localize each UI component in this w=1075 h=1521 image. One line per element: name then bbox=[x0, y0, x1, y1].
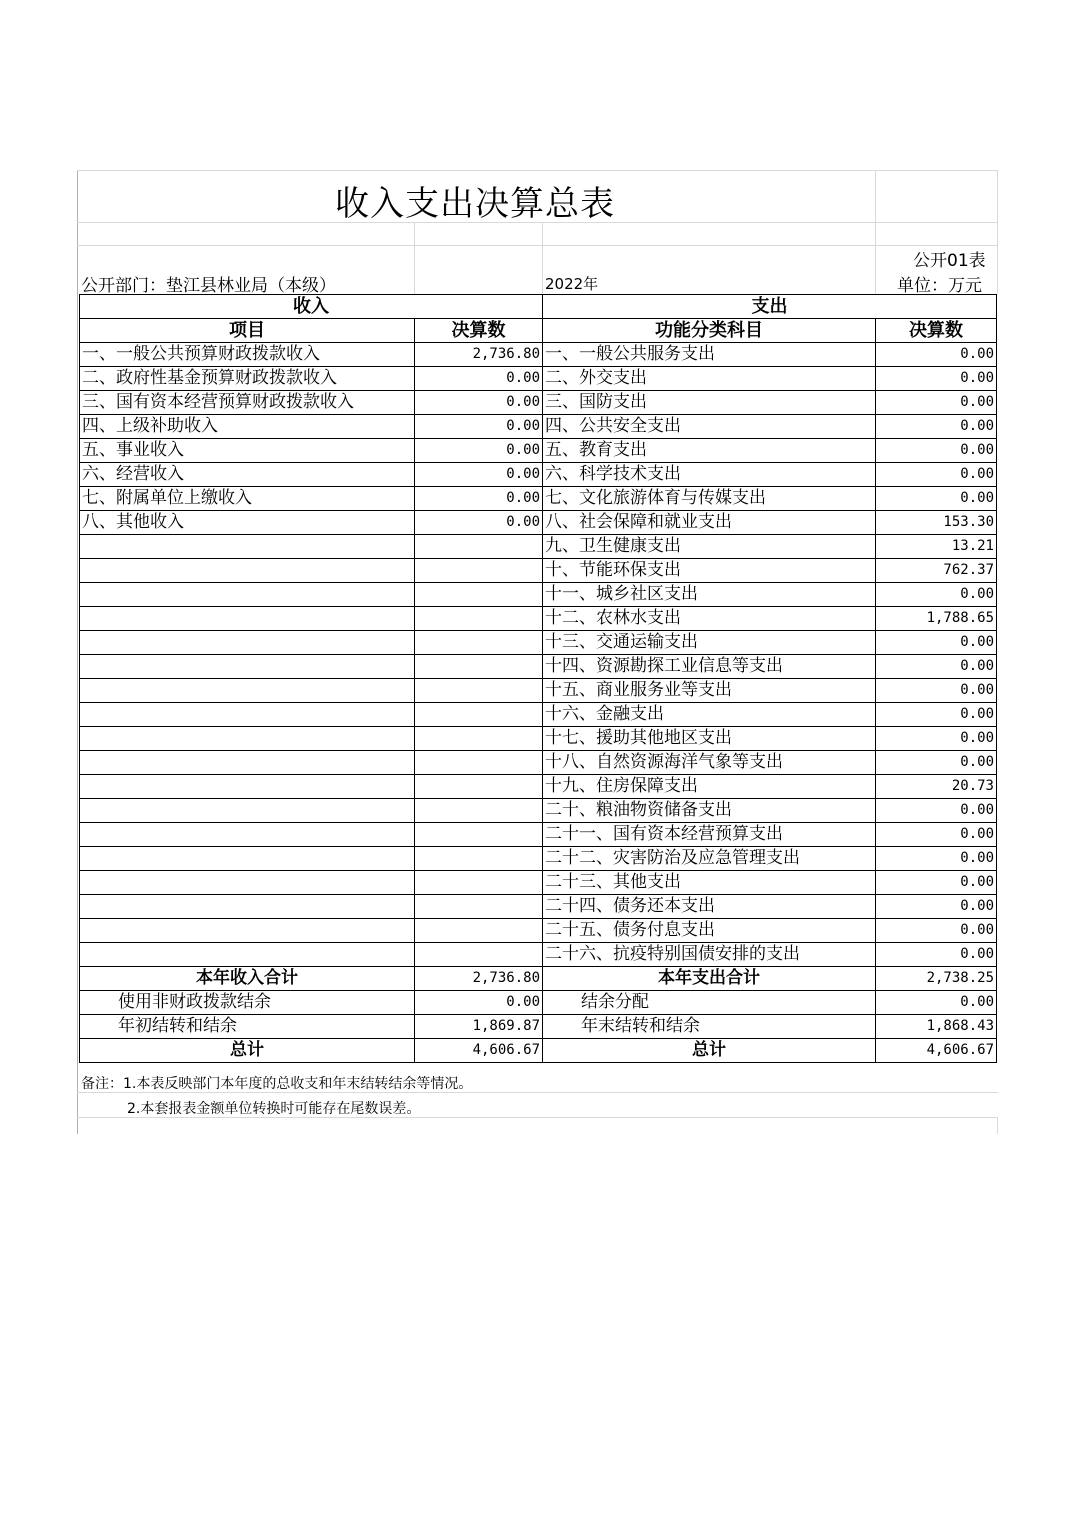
grand-total-value-left: 4,606.67 bbox=[415, 1039, 543, 1063]
budget-table bbox=[79, 294, 997, 1063]
table-row bbox=[80, 703, 997, 727]
col-amount2-header: 决算数 bbox=[876, 319, 997, 343]
grand-total-label-right: 总计 bbox=[543, 1039, 876, 1063]
income-item-label: 八、其他收入 bbox=[80, 511, 415, 535]
expense-item-label: 十一、城乡社区支出 bbox=[543, 583, 876, 607]
income-item-label bbox=[80, 535, 415, 559]
begin-balance-value: 1,869.87 bbox=[415, 1015, 543, 1039]
note-1: 备注：1.本表反映部门本年度的总收支和年末结转结余等情况。 bbox=[81, 1076, 473, 1092]
income-item-label bbox=[80, 727, 415, 751]
column-header-row bbox=[80, 319, 997, 343]
income-item-label bbox=[80, 823, 415, 847]
expense-total-value: 2,738.25 bbox=[876, 967, 997, 991]
income-item-label: 六、经营收入 bbox=[80, 463, 415, 487]
income-item-value bbox=[415, 631, 543, 655]
expense-item-value: 0.00 bbox=[876, 583, 997, 607]
sheet-left-border bbox=[77, 170, 78, 1134]
income-item-value bbox=[415, 583, 543, 607]
expense-item-value: 0.00 bbox=[876, 343, 997, 367]
begin-balance-label: 年初结转和结余 bbox=[80, 1015, 415, 1039]
end-balance-label: 年末结转和结余 bbox=[543, 1015, 876, 1039]
expense-item-value: 0.00 bbox=[876, 727, 997, 751]
table-row bbox=[80, 463, 997, 487]
expense-item-label: 九、卫生健康支出 bbox=[543, 535, 876, 559]
income-item-label bbox=[80, 607, 415, 631]
expense-item-label: 二十、粮油物资储备支出 bbox=[543, 799, 876, 823]
income-item-value: 0.00 bbox=[415, 367, 543, 391]
income-item-value bbox=[415, 823, 543, 847]
gridline bbox=[77, 245, 998, 246]
income-item-value: 0.00 bbox=[415, 511, 543, 535]
expense-item-label: 七、文化旅游体育与传媒支出 bbox=[543, 487, 876, 511]
table-row bbox=[80, 799, 997, 823]
income-item-value bbox=[415, 943, 543, 967]
income-item-label: 一、一般公共预算财政拨款收入 bbox=[80, 343, 415, 367]
expense-item-value: 0.00 bbox=[876, 799, 997, 823]
income-item-value bbox=[415, 799, 543, 823]
expense-item-label: 十二、农林水支出 bbox=[543, 607, 876, 631]
gridline bbox=[542, 222, 543, 294]
table-row bbox=[80, 511, 997, 535]
col-amount-header: 决算数 bbox=[415, 319, 543, 343]
table-row bbox=[80, 727, 997, 751]
expense-item-value: 13.21 bbox=[876, 535, 997, 559]
year-label: 2022年 bbox=[545, 275, 599, 293]
income-item-label bbox=[80, 631, 415, 655]
expense-total-label: 本年支出合计 bbox=[543, 967, 876, 991]
income-item-value bbox=[415, 919, 543, 943]
end-balance-value: 1,868.43 bbox=[876, 1015, 997, 1039]
form-number: 公开01表 bbox=[913, 251, 986, 271]
income-item-value bbox=[415, 775, 543, 799]
expense-item-label: 十五、商业服务业等支出 bbox=[543, 679, 876, 703]
income-item-value: 0.00 bbox=[415, 463, 543, 487]
section-header-row bbox=[80, 295, 997, 319]
expense-item-label: 二、外交支出 bbox=[543, 367, 876, 391]
expense-item-label: 十八、自然资源海洋气象等支出 bbox=[543, 751, 876, 775]
income-item-value bbox=[415, 703, 543, 727]
unit-label: 单位：万元 bbox=[897, 276, 982, 296]
income-item-label bbox=[80, 847, 415, 871]
expense-item-label: 一、一般公共服务支出 bbox=[543, 343, 876, 367]
expense-item-value: 0.00 bbox=[876, 895, 997, 919]
table-row bbox=[80, 871, 997, 895]
income-item-label bbox=[80, 775, 415, 799]
income-item-value bbox=[415, 679, 543, 703]
income-item-label bbox=[80, 871, 415, 895]
grand-total-value-right: 4,606.67 bbox=[876, 1039, 997, 1063]
income-item-value bbox=[415, 847, 543, 871]
expense-item-value: 762.37 bbox=[876, 559, 997, 583]
income-item-label bbox=[80, 559, 415, 583]
income-item-value: 2,736.80 bbox=[415, 343, 543, 367]
expense-item-value: 20.73 bbox=[876, 775, 997, 799]
summary-row bbox=[80, 991, 997, 1015]
expense-item-label: 六、科学技术支出 bbox=[543, 463, 876, 487]
expense-item-value: 0.00 bbox=[876, 367, 997, 391]
income-item-label: 二、政府性基金预算财政拨款收入 bbox=[80, 367, 415, 391]
table-row bbox=[80, 559, 997, 583]
summary-row bbox=[80, 1039, 997, 1063]
income-item-label bbox=[80, 751, 415, 775]
gridline bbox=[414, 222, 415, 294]
income-item-label bbox=[80, 943, 415, 967]
page-title: 收入支出决算总表 bbox=[335, 184, 615, 224]
income-item-value bbox=[415, 727, 543, 751]
expense-item-value: 0.00 bbox=[876, 439, 997, 463]
table-row bbox=[80, 943, 997, 967]
non-fiscal-value: 0.00 bbox=[415, 991, 543, 1015]
expense-item-value: 0.00 bbox=[876, 919, 997, 943]
income-item-label: 四、上级补助收入 bbox=[80, 415, 415, 439]
income-item-value bbox=[415, 655, 543, 679]
expense-item-value: 0.00 bbox=[876, 655, 997, 679]
income-item-label bbox=[80, 703, 415, 727]
col-item-header: 项目 bbox=[80, 319, 415, 343]
income-item-label bbox=[80, 919, 415, 943]
table-row bbox=[80, 631, 997, 655]
non-fiscal-label: 使用非财政拨款结余 bbox=[80, 991, 415, 1015]
expense-item-value: 0.00 bbox=[876, 871, 997, 895]
col-func-header: 功能分类科目 bbox=[543, 319, 876, 343]
table-row bbox=[80, 583, 997, 607]
income-item-value bbox=[415, 895, 543, 919]
summary-row bbox=[80, 967, 997, 991]
income-item-label bbox=[80, 799, 415, 823]
surplus-dist-value: 0.00 bbox=[876, 991, 997, 1015]
table-row bbox=[80, 847, 997, 871]
note-2: 2.本套报表金额单位转换时可能存在尾数误差。 bbox=[127, 1101, 421, 1117]
table-row bbox=[80, 895, 997, 919]
income-item-value bbox=[415, 607, 543, 631]
expense-item-label: 十四、资源勘探工业信息等支出 bbox=[543, 655, 876, 679]
table-row bbox=[80, 535, 997, 559]
expense-item-label: 二十一、国有资本经营预算支出 bbox=[543, 823, 876, 847]
expense-item-value: 0.00 bbox=[876, 943, 997, 967]
table-row bbox=[80, 415, 997, 439]
table-row bbox=[80, 391, 997, 415]
expense-item-label: 三、国防支出 bbox=[543, 391, 876, 415]
table-row bbox=[80, 823, 997, 847]
table-row bbox=[80, 439, 997, 463]
income-total-label: 本年收入合计 bbox=[80, 967, 415, 991]
summary-row bbox=[80, 1015, 997, 1039]
expense-item-label: 二十六、抗疫特别国债安排的支出 bbox=[543, 943, 876, 967]
expense-item-label: 二十三、其他支出 bbox=[543, 871, 876, 895]
income-item-label: 三、国有资本经营预算财政拨款收入 bbox=[80, 391, 415, 415]
expense-item-label: 五、教育支出 bbox=[543, 439, 876, 463]
expense-item-value: 0.00 bbox=[876, 703, 997, 727]
income-total-value: 2,736.80 bbox=[415, 967, 543, 991]
spreadsheet-page bbox=[77, 170, 998, 1134]
expense-item-label: 十七、援助其他地区支出 bbox=[543, 727, 876, 751]
income-item-value: 0.00 bbox=[415, 439, 543, 463]
expense-item-label: 十三、交通运输支出 bbox=[543, 631, 876, 655]
income-header: 收入 bbox=[80, 295, 543, 319]
table-row bbox=[80, 775, 997, 799]
income-item-value: 0.00 bbox=[415, 415, 543, 439]
table-body bbox=[80, 295, 997, 1063]
income-item-label bbox=[80, 583, 415, 607]
income-item-value: 0.00 bbox=[415, 391, 543, 415]
table-row bbox=[80, 343, 997, 367]
income-item-label bbox=[80, 679, 415, 703]
income-item-label: 七、附属单位上缴收入 bbox=[80, 487, 415, 511]
title-row bbox=[77, 170, 998, 222]
table-row bbox=[80, 487, 997, 511]
income-item-label: 五、事业收入 bbox=[80, 439, 415, 463]
expense-item-label: 二十四、债务还本支出 bbox=[543, 895, 876, 919]
expense-item-value: 0.00 bbox=[876, 823, 997, 847]
expense-item-value: 0.00 bbox=[876, 415, 997, 439]
income-item-label bbox=[80, 655, 415, 679]
income-item-value bbox=[415, 871, 543, 895]
income-item-value bbox=[415, 559, 543, 583]
income-item-value: 0.00 bbox=[415, 487, 543, 511]
expense-item-value: 0.00 bbox=[876, 463, 997, 487]
expense-item-value: 0.00 bbox=[876, 679, 997, 703]
department-label: 公开部门：垫江县林业局（本级） bbox=[81, 276, 336, 296]
income-item-value bbox=[415, 751, 543, 775]
surplus-dist-label: 结余分配 bbox=[543, 991, 876, 1015]
table-row bbox=[80, 919, 997, 943]
income-item-value bbox=[415, 535, 543, 559]
table-row bbox=[80, 367, 997, 391]
expense-item-value: 0.00 bbox=[876, 847, 997, 871]
grand-total-label-left: 总计 bbox=[80, 1039, 415, 1063]
expense-item-value: 153.30 bbox=[876, 511, 997, 535]
income-item-label bbox=[80, 895, 415, 919]
expense-item-value: 0.00 bbox=[876, 631, 997, 655]
expense-item-label: 二十五、债务付息支出 bbox=[543, 919, 876, 943]
table-row bbox=[80, 607, 997, 631]
table-row bbox=[80, 679, 997, 703]
expense-header: 支出 bbox=[543, 295, 997, 319]
expense-item-label: 八、社会保障和就业支出 bbox=[543, 511, 876, 535]
expense-item-label: 十、节能环保支出 bbox=[543, 559, 876, 583]
expense-item-label: 十六、金融支出 bbox=[543, 703, 876, 727]
expense-item-value: 1,788.65 bbox=[876, 607, 997, 631]
table-row bbox=[80, 655, 997, 679]
expense-item-label: 十九、住房保障支出 bbox=[543, 775, 876, 799]
expense-item-value: 0.00 bbox=[876, 487, 997, 511]
expense-item-label: 四、公共安全支出 bbox=[543, 415, 876, 439]
table-row bbox=[80, 751, 997, 775]
expense-item-label: 二十二、灾害防治及应急管理支出 bbox=[543, 847, 876, 871]
expense-item-value: 0.00 bbox=[876, 391, 997, 415]
gridline bbox=[997, 1118, 998, 1134]
expense-item-value: 0.00 bbox=[876, 751, 997, 775]
